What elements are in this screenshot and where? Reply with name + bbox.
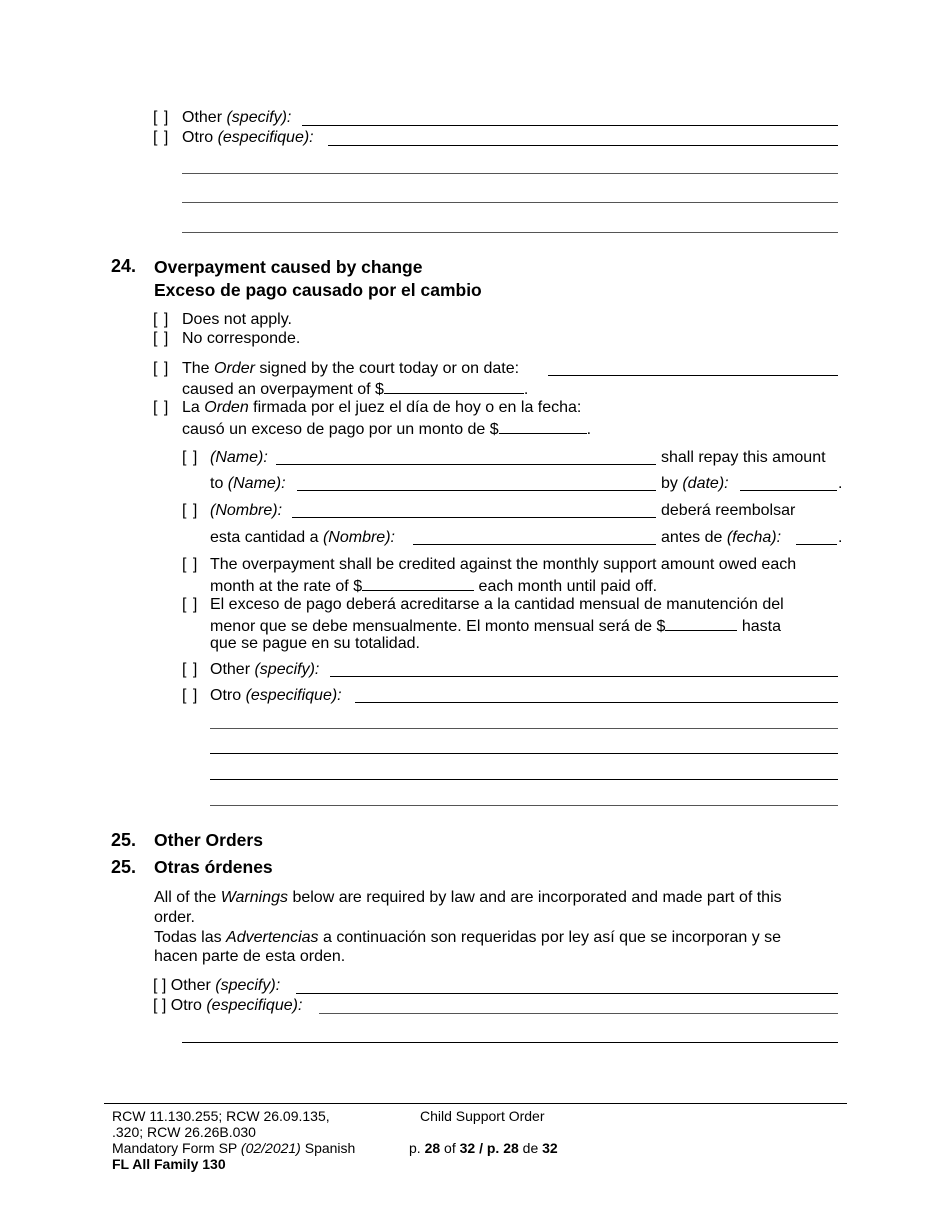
- esta-nombre-field[interactable]: [413, 544, 656, 545]
- nombre-label: (Nombre):: [210, 502, 283, 519]
- checkbox-credited[interactable]: [ ]: [182, 556, 199, 573]
- blank-line[interactable]: [210, 753, 838, 754]
- period: .: [838, 529, 843, 546]
- footer-separator: [104, 1103, 847, 1104]
- order-overpayment-line2: caused an overpayment of $ .: [182, 378, 528, 400]
- section-24-number: 24.: [111, 256, 137, 276]
- section-25-number: 25.: [111, 830, 137, 850]
- otro-especifique-field-24[interactable]: [355, 702, 838, 703]
- otro-especifique-label-25[interactable]: [ ] Otro (especifique):: [153, 997, 303, 1014]
- advertencias-line1: Todas las Advertencias a continuación son requeridas por ley así que se incorporan y se: [154, 929, 782, 946]
- section-25-number-es: 25.: [111, 857, 137, 877]
- order-date-field[interactable]: [548, 375, 838, 376]
- checkbox-nombre-reembolsar[interactable]: [ ]: [182, 502, 199, 519]
- does-not-apply-label: Does not apply.: [182, 311, 292, 328]
- footer-page-number: p. 28 of 32 / p. 28 de 32: [409, 1140, 558, 1156]
- checkbox-order-overpayment[interactable]: [ ]: [153, 360, 170, 377]
- other-specify-label-25[interactable]: [ ] Other (specify):: [153, 977, 281, 994]
- warnings-line1: All of the Warnings below are required by law and are incorporated and made part of this: [154, 889, 782, 906]
- warnings-line2: order.: [154, 909, 195, 926]
- blank-line[interactable]: [210, 805, 838, 806]
- other-specify-field-24[interactable]: [330, 676, 838, 677]
- checkbox-other-24[interactable]: [ ]: [182, 661, 199, 678]
- to-name-field[interactable]: [297, 490, 656, 491]
- section-25-title-en: Other Orders: [154, 830, 263, 850]
- other-specify-label-24: Other (specify):: [210, 661, 320, 678]
- otro-especifique-field-25[interactable]: [319, 1013, 838, 1014]
- section-24-title-en: Overpayment caused by change: [154, 257, 423, 277]
- antes-fecha-label: antes de (fecha):: [661, 529, 782, 546]
- name-field[interactable]: [276, 464, 656, 465]
- other-specify-field-25[interactable]: [296, 993, 838, 994]
- footer-form-id: FL All Family 130: [112, 1156, 226, 1172]
- otro-especifique-label-24: Otro (especifique):: [210, 687, 342, 704]
- checkbox-name-repay[interactable]: [ ]: [182, 449, 199, 466]
- by-date-label: by (date):: [661, 475, 729, 492]
- period: .: [838, 475, 843, 492]
- to-name-label: to (Name):: [210, 475, 286, 492]
- footer-mandatory-form: Mandatory Form SP (02/2021) Spanish: [112, 1140, 356, 1156]
- monthly-rate-field[interactable]: [362, 575, 474, 591]
- checkbox-does-not-apply[interactable]: [ ]: [153, 311, 170, 328]
- checkbox-otro-24[interactable]: [ ]: [182, 687, 199, 704]
- acreditarse-line3: que se pague en su totalidad.: [210, 635, 420, 652]
- acreditarse-line2: menor que se debe mensualmente. El monto mensual será de $ hasta: [210, 615, 781, 637]
- checkbox-orden-exceso[interactable]: [ ]: [153, 399, 170, 416]
- debera-reembolsar-label: deberá reembolsar: [661, 502, 796, 519]
- blank-line[interactable]: [182, 232, 838, 233]
- orden-exceso-line1: La Orden firmada por el juez el día de hoy o en la fecha:: [182, 399, 582, 416]
- order-overpayment-line1: The Order signed by the court today or on date:: [182, 360, 520, 377]
- blank-line[interactable]: [182, 1042, 838, 1043]
- blank-line[interactable]: [182, 202, 838, 203]
- checkbox-acreditarse[interactable]: [ ]: [182, 596, 199, 613]
- monto-mensual-field[interactable]: [665, 615, 737, 631]
- overpayment-amount-field[interactable]: [384, 378, 524, 394]
- antes-fecha-field[interactable]: [796, 544, 837, 545]
- credited-line1: The overpayment shall be credited against the monthly support amount owed each: [210, 556, 797, 573]
- advertencias-line2: hacen parte de esta orden.: [154, 948, 346, 965]
- esta-cantidad-label: esta cantidad a (Nombre):: [210, 529, 395, 546]
- shall-repay-label: shall repay this amount: [661, 449, 826, 466]
- other-specify-line[interactable]: [302, 125, 838, 126]
- checkbox-otro-top[interactable]: [ ]: [153, 129, 170, 146]
- footer-rcw-line2: .320; RCW 26.26B.030: [112, 1124, 256, 1140]
- section-25-title-es: Otras órdenes: [154, 857, 273, 877]
- checkbox-other-top[interactable]: [ ]: [153, 109, 170, 126]
- otro-especifique-line[interactable]: [328, 145, 838, 146]
- otro-especifique-label: Otro (especifique):: [182, 129, 314, 146]
- checkbox-no-corresponde[interactable]: [ ]: [153, 330, 170, 347]
- acreditarse-line1: El exceso de pago deberá acreditarse a la cantidad mensual de manutención del: [210, 596, 784, 613]
- no-corresponde-label: No corresponde.: [182, 330, 301, 347]
- blank-line[interactable]: [210, 728, 838, 729]
- name-label: (Name):: [210, 449, 268, 466]
- section-24-title-es: Exceso de pago causado por el cambio: [154, 280, 482, 300]
- footer-doc-title: Child Support Order: [420, 1108, 545, 1124]
- blank-line[interactable]: [182, 173, 838, 174]
- footer-rcw-line1: RCW 11.130.255; RCW 26.09.135,: [112, 1108, 330, 1124]
- orden-exceso-line2: causó un exceso de pago por un monto de $ .: [182, 418, 591, 440]
- credited-line2: month at the rate of $ each month until paid off.: [210, 575, 657, 597]
- by-date-field[interactable]: [740, 490, 837, 491]
- nombre-field[interactable]: [292, 517, 656, 518]
- blank-line[interactable]: [210, 779, 838, 780]
- other-specify-label: Other (specify):: [182, 109, 292, 126]
- exceso-monto-field[interactable]: [499, 418, 587, 434]
